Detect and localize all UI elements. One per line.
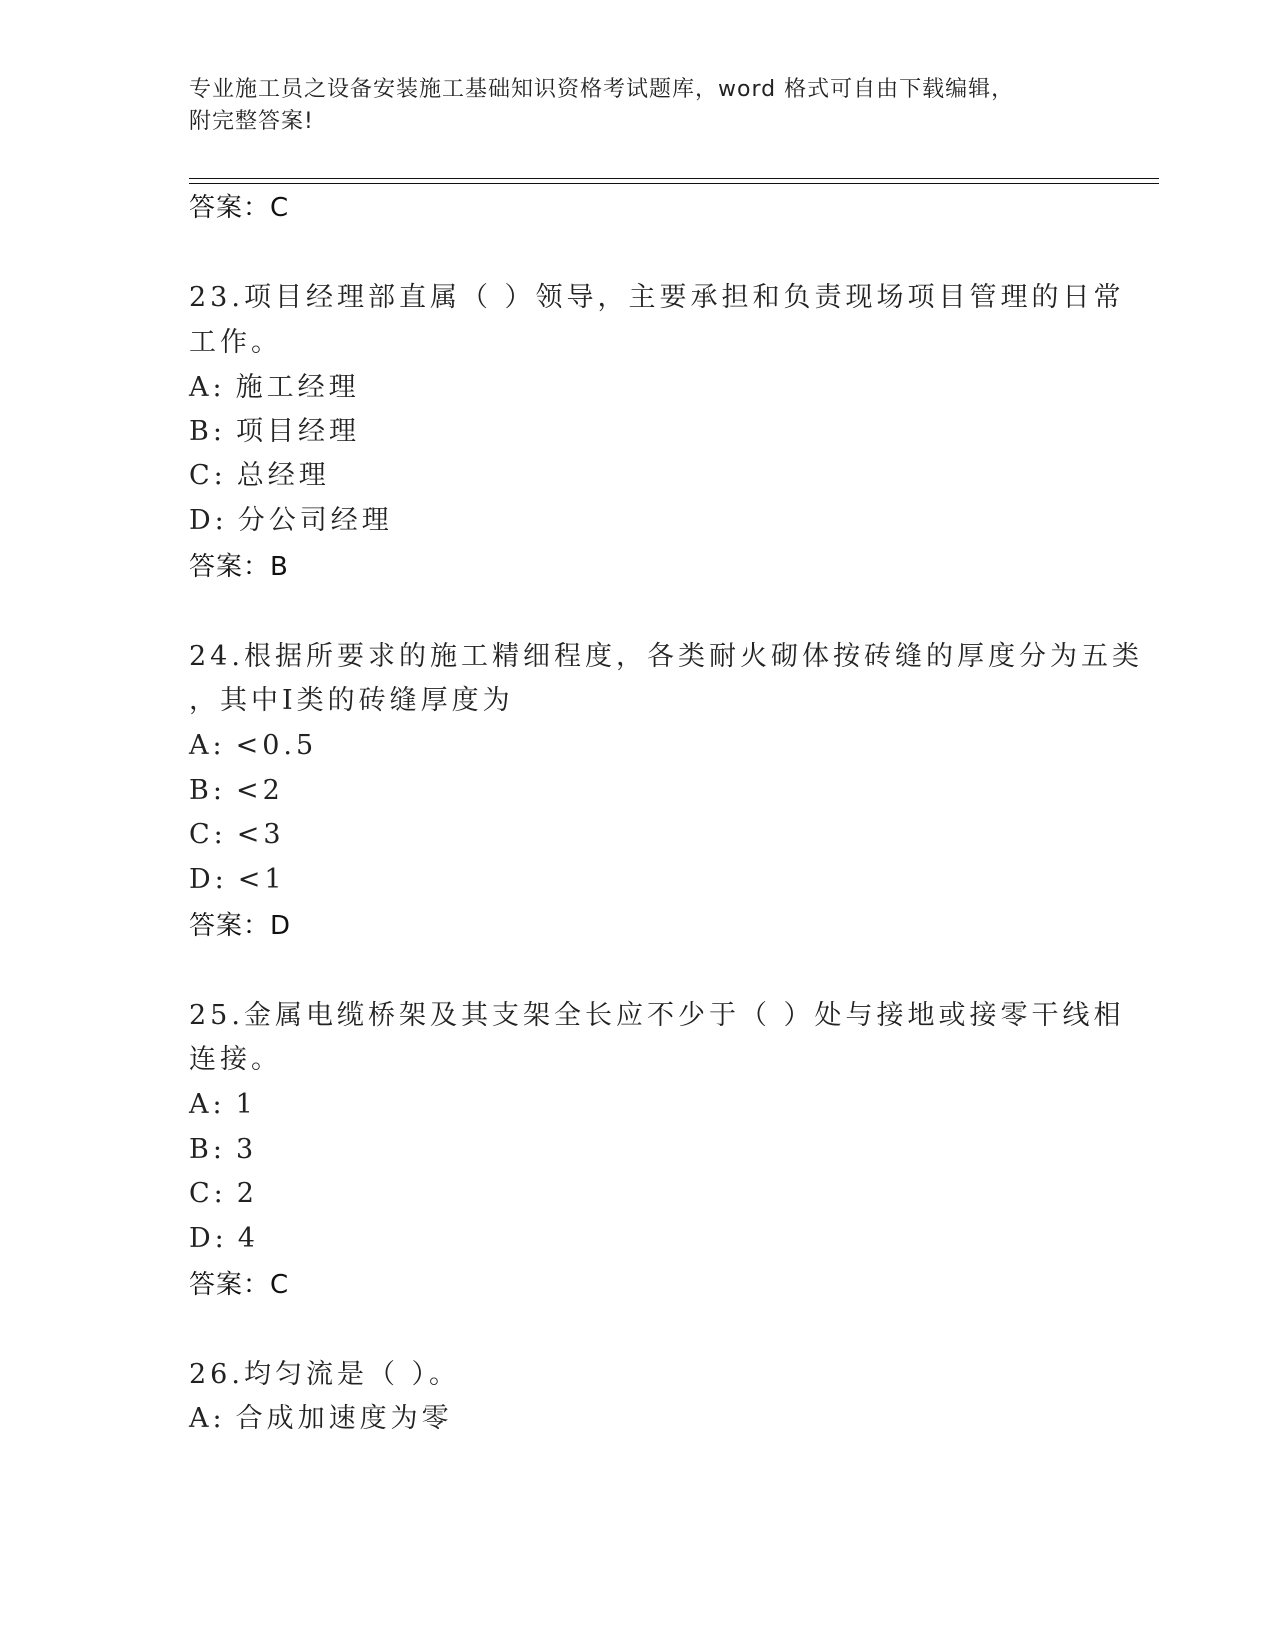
header-line-2: 附完整答案! — [189, 109, 314, 134]
option-letter: A: — [189, 1403, 226, 1434]
answer-previous: 答案：C — [189, 193, 290, 223]
question-23-stem-line-2: 工作。 — [189, 327, 282, 358]
option-letter: B: — [189, 416, 226, 447]
option-text: 总经理 — [236, 460, 330, 491]
header-line-1: 专业施工员之设备安装施工基础知识资格考试题库，word 格式可自由下载编辑， — [189, 77, 1015, 102]
question-24-option-c — [189, 818, 285, 852]
question-26-stem-line-1: 26.均匀流是（ ）。 — [189, 1359, 461, 1390]
question-23-option-b — [189, 415, 360, 449]
question-24-answer: 答案：D — [189, 911, 292, 941]
question-25-option-a — [189, 1088, 257, 1122]
question-23-option-d — [189, 504, 393, 538]
option-letter: A: — [189, 372, 226, 403]
question-24-option-b — [189, 774, 284, 808]
question-24-option-a — [189, 729, 317, 763]
option-text: <0.5 — [235, 730, 318, 761]
question-23-option-c — [189, 459, 330, 493]
option-letter: A: — [189, 730, 226, 761]
option-text: 1 — [235, 1089, 257, 1120]
question-25-answer: 答案：C — [189, 1270, 290, 1300]
question-23-answer: 答案：B — [189, 552, 289, 582]
option-text: 2 — [236, 1178, 258, 1209]
option-letter: C: — [189, 460, 227, 491]
option-letter: D: — [189, 1223, 228, 1254]
option-text: 施工经理 — [235, 372, 360, 403]
option-letter: D: — [189, 505, 228, 536]
option-text: <2 — [235, 775, 284, 806]
question-25-stem-line-1: 25.金属电缆桥架及其支架全长应不少于（ ）处与接地或接零干线相 — [189, 1000, 1125, 1031]
option-text: 项目经理 — [235, 416, 360, 447]
option-letter: A: — [189, 1089, 226, 1120]
header-divider-bottom — [189, 183, 1159, 184]
document-header — [189, 74, 1069, 138]
option-text: 分公司经理 — [237, 505, 393, 536]
option-text: 4 — [237, 1223, 259, 1254]
question-24-stem-line-2: ，其中Ⅰ类的砖缝厚度为 — [189, 685, 514, 716]
question-25-option-d — [189, 1222, 259, 1256]
question-24-option-d — [189, 863, 286, 897]
question-26-option-a — [189, 1402, 453, 1436]
option-letter: C: — [189, 1178, 227, 1209]
option-text: <3 — [236, 819, 285, 850]
header-divider-top — [189, 178, 1159, 179]
question-23-option-a — [189, 371, 360, 405]
question-25-option-c — [189, 1177, 258, 1211]
option-letter: B: — [189, 775, 226, 806]
option-text: 3 — [235, 1134, 258, 1165]
question-25-option-b — [189, 1133, 257, 1167]
question-25-stem-line-2: 连接。 — [189, 1044, 282, 1075]
question-24-stem-line-1: 24.根据所要求的施工精细程度，各类耐火砌体按砖缝的厚度分为五类 — [189, 641, 1143, 672]
option-text: 合成加速度为零 — [235, 1403, 453, 1434]
option-letter: C: — [189, 819, 227, 850]
option-letter: D: — [189, 864, 228, 895]
option-letter: B: — [189, 1134, 226, 1165]
question-23-stem-line-1: 23.项目经理部直属（ ）领导，主要承担和负责现场项目管理的日常 — [189, 282, 1125, 313]
option-text: <1 — [237, 864, 286, 895]
